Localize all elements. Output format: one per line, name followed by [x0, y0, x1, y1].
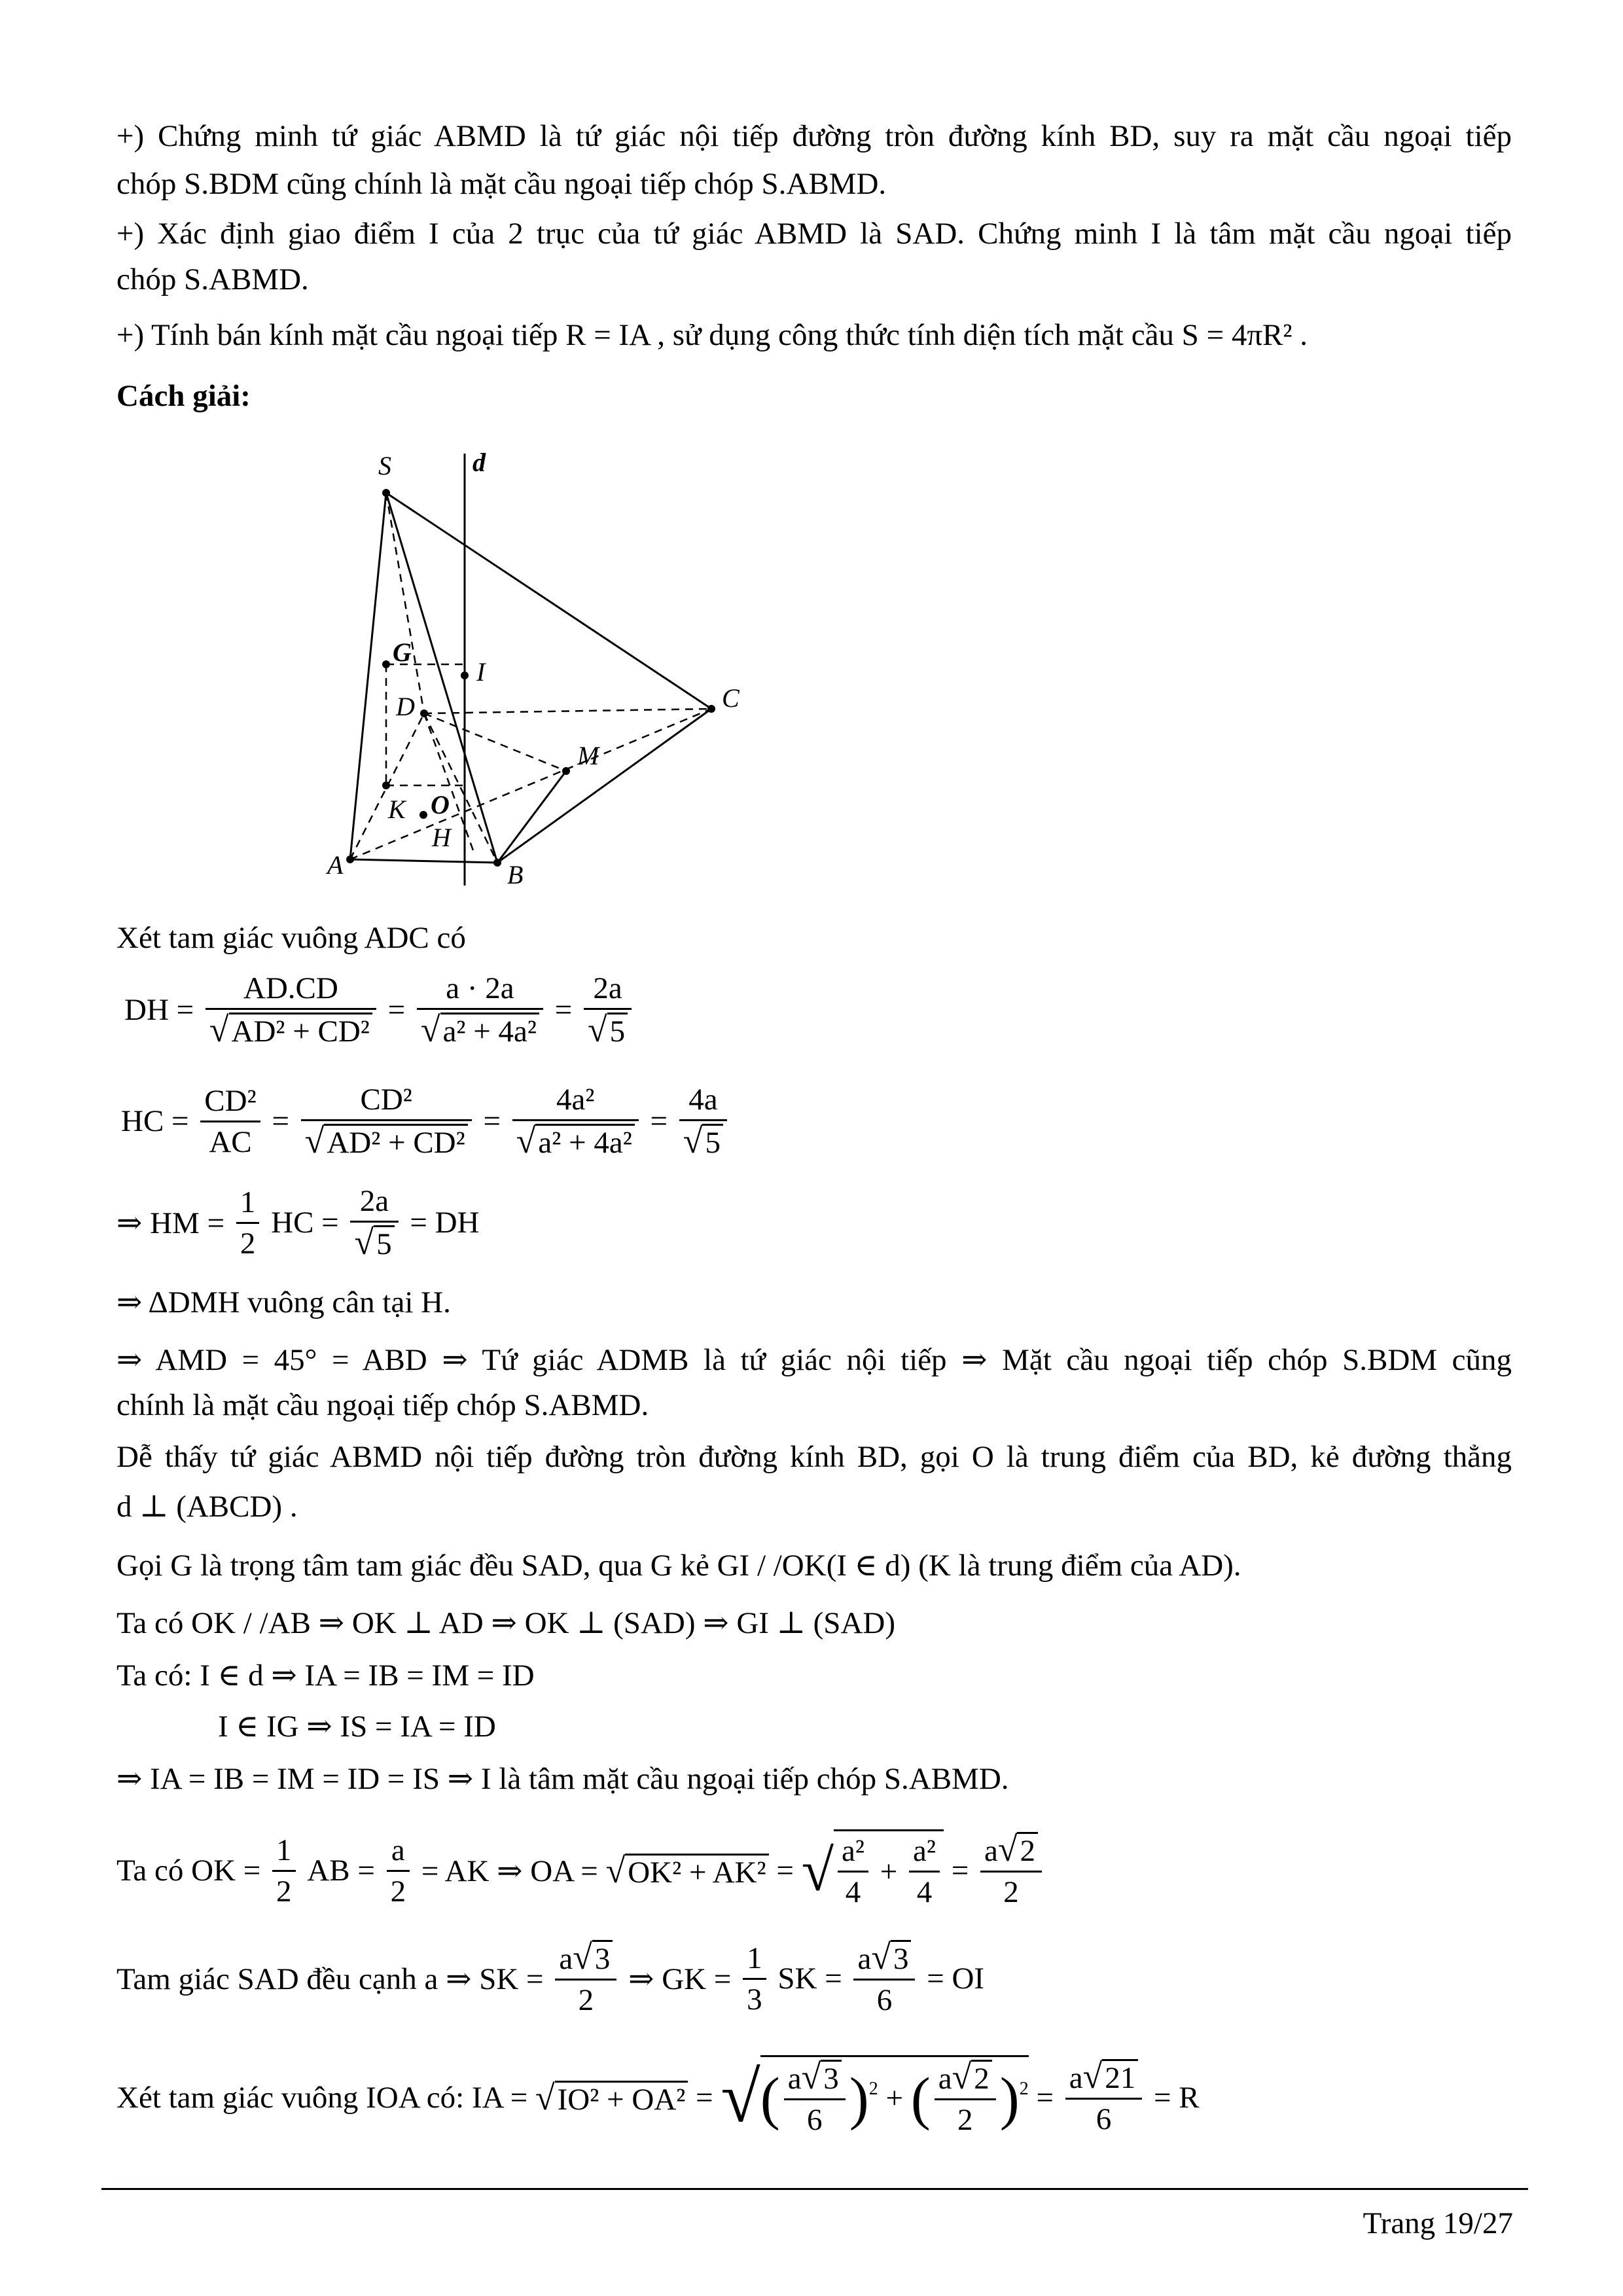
solution-heading: Cách giải: [116, 379, 251, 413]
label-k: K [388, 795, 406, 824]
intro-line-3: +) Tính bán kính mặt cầu ngoại tiếp R = IA , sử dụng công thức tính diện tích mặt cầu S = 4πR² . [116, 318, 1308, 352]
paragraph-i1: Ta có: I ∈ d ⇒ IA = IB = IM = ID [116, 1659, 535, 1693]
page-number: Trang 19/27 [1363, 2206, 1513, 2240]
equation-hm: ⇒ HM = $\frac{1}{2}$ HC = $\frac{2a}{√5}$ = DH [116, 1181, 479, 1264]
intro-line-1: +) Chứng minh tứ giác ABMD là tứ giác nội tiếp đường tròn đường kính BD, suy ra mặt cầu ngoại tiếp [116, 119, 1512, 153]
intro-line-1b: chóp S.BDM cũng chính là mặt cầu ngoại tiếp chóp S.ABMD. [116, 167, 887, 201]
paragraph-i3: ⇒ IA = IB = IM = ID = IS ⇒ I là tâm mặt cầu ngoại tiếp chóp S.ABMD. [116, 1762, 1009, 1796]
paragraph-i2: I ∈ IG ⇒ IS = IA = ID [218, 1710, 496, 1744]
paragraph-abmd-b: d ⊥ (ABCD) . [116, 1490, 298, 1524]
pyramid-figure [308, 448, 766, 893]
paragraph-amd: ⇒ AMD = 45° = ABD ⇒ Tứ giác ADMB là tứ giác nội tiếp ⇒ Mặt cầu ngoại tiếp chóp S.BDM cũng [116, 1343, 1512, 1377]
intro-line-2b: chóp S.ABMD. [116, 262, 309, 296]
label-g: G [393, 637, 412, 667]
label-d: D [396, 692, 415, 721]
label-b: B [507, 860, 524, 889]
label-h: H [432, 823, 451, 852]
paragraph-adc: Xét tam giác vuông ADC có [116, 921, 466, 955]
label-o: O [431, 790, 450, 819]
paragraph-g: Gọi G là trọng tâm tam giác đều SAD, qua G kẻ GI / /OK(I ∈ d) (K là trung điểm của AD). [116, 1549, 1241, 1583]
label-c: C [722, 683, 740, 713]
label-i: I [476, 657, 486, 687]
paragraph-dmh: ⇒ ΔDMH vuông cân tại H. [116, 1285, 451, 1319]
label-m: M [577, 741, 599, 770]
paragraph-amd-b: chính là mặt cầu ngoại tiếp chóp S.ABMD. [116, 1388, 649, 1422]
equation-hc: HC = $\frac{\text{CD²}}{AC}$ = $\frac{\text{CD²}}{\text{√AD² + CD²}}$ = $\frac{\text{4a²}}{\text{√a² + 4a²}}$ = $\frac{4a}{√5}$ [121, 1080, 731, 1162]
paragraph-abmd: Dễ thấy tứ giác ABMD nội tiếp đường tròn đường kính BD, gọi O là trung điểm của BD, kẻ đường thẳng [116, 1440, 1512, 1474]
intro-line-2: +) Xác định giao điểm I của 2 trục của tứ giác ABMD là SAD. Chứng minh I là tâm mặt cầu ngoại tiếp [116, 217, 1512, 251]
equation-sad: Tam giác SAD đều cạnh a ⇒ SK = $\frac{a√3}{2}$ ⇒ GK = $\frac{1}{3}$ SK = $\frac{a√3}{6}$ = OI [116, 1937, 985, 2017]
label-a: A [327, 850, 344, 880]
label-s: S [378, 451, 391, 480]
equation-oa: Ta có OK = $\frac{1}{2}$ AB = $\frac{a}{2}$ = AK ⇒ OA = √OK² + AK² = √ $\frac{\text{a²}}{4}$ + $\frac{\text{a²}}{4}$ = $\frac{a√2}{2}$ [116, 1829, 1046, 1912]
equation-ia: Xét tam giác vuông IOA có: IA = √IO² + OA² = √( $\frac{a√3}{6}$ )$^2$ + ( $\frac{a√2}{2}$ )$^2$ = $\frac{a√21}{6}$ = R [116, 2055, 1200, 2140]
paragraph-ok: Ta có OK / /AB ⇒ OK ⊥ AD ⇒ OK ⊥ (SAD) ⇒ GI ⊥ (SAD) [116, 1606, 895, 1640]
footer-rule [101, 2188, 1528, 2190]
label-d-line: d [473, 448, 486, 477]
equation-dh: DH = $\frac{AD.CD}{\text{√AD² + CD²}}$ = $\frac{a \cdot 2a}{\text{√a² + 4a²}}$ = $\frac{2a}{√5}$ [124, 969, 635, 1051]
